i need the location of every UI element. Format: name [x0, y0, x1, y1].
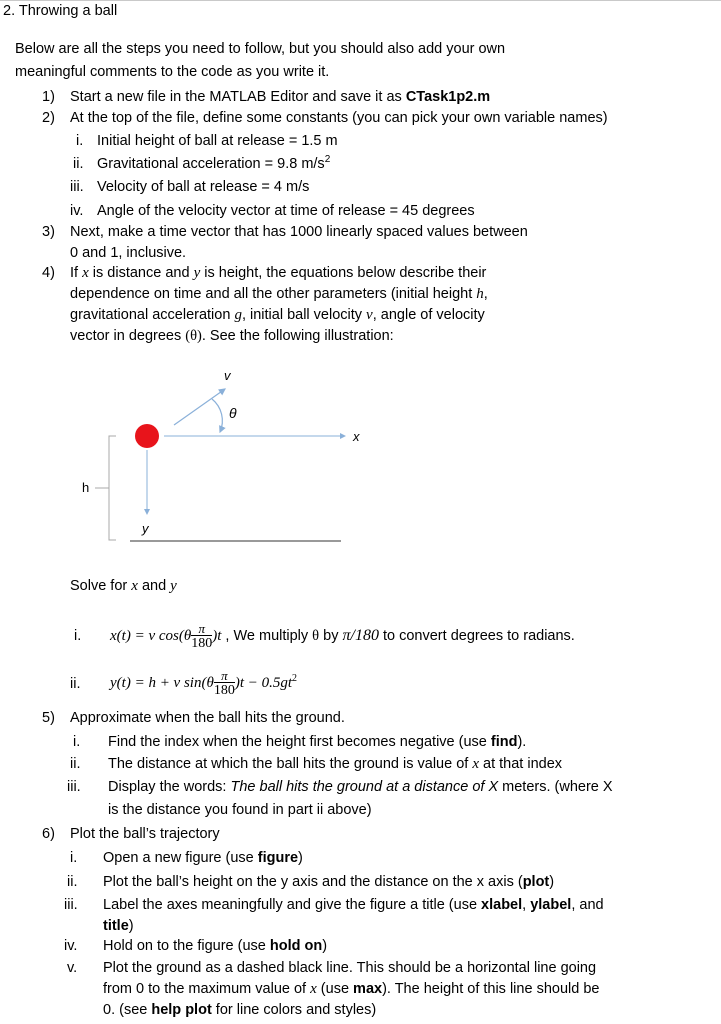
cmd-help-plot: help plot [151, 1002, 212, 1018]
step-1-label: Start a new file in the MATLAB Editor and save it as [70, 89, 406, 105]
step-6-i-text [103, 849, 303, 867]
step-6-iii-text [103, 896, 604, 914]
eq-1-rhs: )t [212, 628, 222, 644]
step-2-item-2-number: ii. [73, 156, 84, 172]
eq-2-lhs: y(t) = h + v sin(θ [110, 675, 214, 691]
var-h: h [476, 286, 484, 302]
intro-line-2: meaningful comments to the code as you write it. [15, 64, 330, 80]
step-5-number: 5) [42, 710, 55, 726]
step-6-iii-e: , and [571, 897, 604, 913]
step-6-iii-a: Label the axes meaningfully and give the figure a title (use [103, 897, 482, 913]
step-5-iii-a: Display the words: [108, 779, 231, 795]
squared-superscript: 2 [324, 154, 331, 166]
step-5-ii-text [108, 755, 562, 773]
eq-2 [110, 666, 297, 700]
step-4-l3-a: gravitational acceleration [70, 307, 235, 323]
step-1-number: 1) [42, 89, 55, 105]
eq-2-pi: π [214, 669, 235, 683]
cmd-max: max [353, 981, 383, 997]
cmd-ylabel: ylabel [530, 897, 572, 913]
step-6-iii-c: , [522, 897, 531, 913]
ball [135, 424, 159, 448]
eq-1-pi: π [191, 622, 212, 636]
step-4-l3-c: , angle of velocity [372, 307, 485, 323]
eq-1-lhs: x(t) = v cos(θ [110, 628, 192, 644]
step-6-v-b: from 0 to the maximum value of [103, 981, 311, 997]
step-6-number: 6) [42, 826, 55, 842]
eq-2-rhs: )t − 0.5gt [234, 675, 293, 691]
eq-1-theta: θ [312, 628, 320, 644]
eq-1 [110, 619, 575, 653]
section-title: 2. Throwing a ball [3, 3, 118, 19]
step-5-iii-number: iii. [67, 779, 81, 795]
solve-line [70, 577, 177, 595]
step-4-l2-a: dependence on time and all the other parameters (initial height [70, 286, 477, 302]
step-6-iii-number: iii. [64, 897, 78, 913]
var-y: y [193, 265, 201, 281]
step-5-text: Approximate when the ball hits the ground. [70, 710, 345, 726]
eq-1-number: i. [74, 628, 82, 644]
step-3-number: 3) [42, 224, 55, 240]
var-x: x [82, 265, 89, 281]
eq-1-pi-over-180: π/180 [342, 627, 379, 644]
step-5-ii-a: The distance at which the ball hits the ground is value of [108, 756, 473, 772]
height-bracket [109, 436, 116, 540]
step-2-item-2-label: Gravitational acceleration = 9.8 m/s [97, 156, 325, 172]
step-6-v-c: (use [316, 981, 354, 997]
step-5-ii-x: x [472, 756, 479, 772]
label-v: v [224, 368, 231, 383]
step-4-l1-a: If [70, 265, 83, 281]
var-theta: (θ) [185, 328, 202, 344]
var-v: v [366, 307, 373, 323]
step-4-l1-c: is height, the equations below describe their [200, 265, 487, 281]
eq-2-squared: 2 [292, 673, 298, 685]
step-6-ii-a: Plot the ball’s height on the y axis and the distance on the x axis ( [103, 874, 523, 890]
eq-1-comment-b: to convert degrees to radians. [378, 628, 575, 644]
solve-x: x [131, 578, 138, 594]
step-2-item-4-number: iv. [70, 203, 84, 219]
step-6-iv-a: Hold on to the figure (use [103, 938, 270, 954]
label-theta: θ [229, 405, 237, 421]
cmd-plot: plot [522, 874, 550, 890]
eq-1-180: 180 [191, 635, 213, 651]
step-6-i-a: Open a new figure (use [103, 850, 258, 866]
cmd-title: title [103, 918, 129, 934]
step-6-v-h: for line colors and styles) [211, 1002, 377, 1018]
step-5-i-text [108, 733, 526, 751]
eq-1-comment-a: , We multiply [221, 628, 313, 644]
step-6-ii-c: ) [549, 874, 555, 890]
step-2-number: 2) [42, 110, 55, 126]
solve-y: y [170, 578, 177, 594]
step-5-i-c: ). [517, 734, 527, 750]
step-3-line-1: Next, make a time vector that has 1000 linearly spaced values between [70, 224, 528, 240]
cmd-figure: figure [257, 850, 299, 866]
step-6-v-line-1: Plot the ground as a dashed black line. This should be a horizontal line going [103, 960, 597, 976]
step-2-item-1-text: Initial height of ball at release = 1.5 m [97, 133, 338, 149]
step-5-iii-text [108, 778, 613, 796]
step-6-v-f: 0. (see [103, 1002, 152, 1018]
step-4-l3-b: , initial ball velocity [241, 307, 367, 323]
cmd-xlabel: xlabel [481, 897, 523, 913]
eq-2-180: 180 [213, 682, 235, 698]
step-6-iii-line-2 [103, 917, 134, 935]
step-6-v-x: x [310, 981, 317, 997]
step-4-l2-b: , [483, 286, 488, 302]
step-2-item-4-text: Angle of the velocity vector at time of release = 45 degrees [97, 203, 475, 219]
step-3-line-2: 0 and 1, inclusive. [70, 245, 187, 261]
step-5-ii-b: at that index [479, 756, 563, 772]
step-6-v-line-3 [103, 1001, 376, 1019]
step-6-iv-text [103, 937, 327, 955]
step-5-i-number: i. [73, 734, 81, 750]
label-h: h [82, 480, 90, 495]
cmd-hold-on: hold on [269, 938, 323, 954]
step-4-number: 4) [42, 265, 55, 281]
step-6-iii-g: ) [128, 918, 134, 934]
step-5-iii-line-2: is the distance you found in part ii above) [108, 802, 372, 818]
step-6-v-line-2 [103, 980, 599, 998]
step-5-ii-number: ii. [70, 756, 81, 772]
step-5-iii-italic: The ball hits the ground at a distance of X [230, 779, 499, 795]
step-6-text: Plot the ball’s trajectory [70, 826, 220, 842]
label-x: x [353, 429, 360, 444]
step-6-ii-number: ii. [67, 874, 78, 890]
eq-2-fraction [214, 669, 235, 698]
eq-1-by: by [319, 628, 343, 644]
step-4-l4-a: vector in degrees [70, 328, 186, 344]
var-g: g [234, 307, 242, 323]
file-name: CTask1p2.m [405, 89, 491, 105]
eq-1-fraction [191, 622, 212, 651]
label-y: y [142, 521, 149, 536]
step-6-i-c: ) [298, 850, 303, 866]
step-5-i-a: Find the index when the height first becomes negative (use [108, 734, 491, 750]
eq-2-number: ii. [70, 676, 81, 692]
step-6-i-number: i. [70, 850, 78, 866]
solve-b: and [137, 578, 171, 594]
step-6-v-number: v. [67, 960, 78, 976]
step-6-ii-text [103, 873, 554, 891]
step-2-item-1-number: i. [76, 133, 84, 149]
angle-arc [212, 399, 222, 432]
velocity-vector [174, 389, 225, 425]
step-2-text: At the top of the file, define some constants (you can pick your own variable names) [70, 110, 608, 126]
step-4-l1-b: is distance and [88, 265, 194, 281]
step-6-iv-number: iv. [64, 938, 78, 954]
intro-line-1: Below are all the steps you need to follow, but you should also add your own [15, 41, 506, 57]
cmd-find: find [490, 734, 518, 750]
solve-a: Solve for [70, 578, 132, 594]
step-5-iii-b: meters. (where X [498, 779, 613, 795]
step-2-item-3-text: Velocity of ball at release = 4 m/s [97, 179, 310, 195]
step-6-v-e: ). The height of this line should be [382, 981, 600, 997]
step-6-iv-c: ) [322, 938, 328, 954]
step-2-item-3-number: iii. [70, 179, 84, 195]
step-4-l4-b: . See the following illustration: [201, 328, 394, 344]
